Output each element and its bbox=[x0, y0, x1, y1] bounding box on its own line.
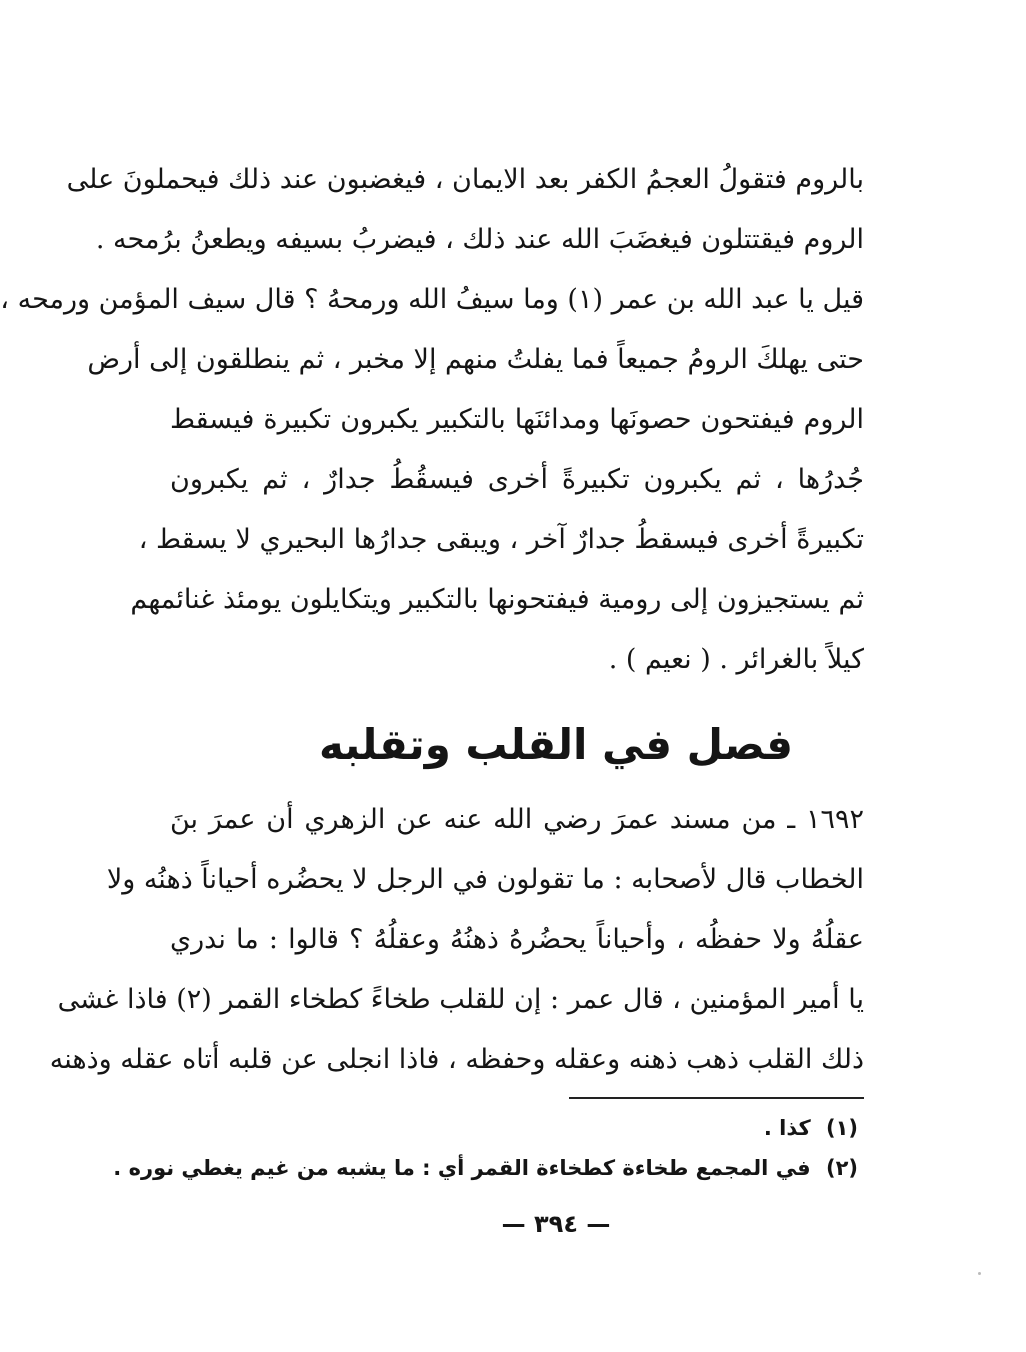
text-line: الروم فيفتحون حصونَها ومدائنَها بالتكبير يكبرون تكبيرة فيسقط bbox=[170, 404, 864, 435]
text-line: الروم فيقتتلون فيغضَبَ الله عند ذلك ، فيضربُ بسيفه ويطعنُ برُمحه . bbox=[95, 224, 864, 255]
text-line: بالروم فتقولُ العجمُ الكفر بعد الايمان ، فيغضبون عند ذلك فيحملونَ على bbox=[66, 164, 864, 195]
footnote-text: في المجمع طخاءة كطخاءة القمر أي : ما يشبه من غيم يغطي نوره . bbox=[113, 1156, 811, 1180]
text-line: يا أمير المؤمنين ، قال عمر : إن للقلب طخاءً كطخاء القمر (٢) فاذا غشى bbox=[57, 984, 864, 1015]
section-heading: فصل في القلب وتقلبه bbox=[318, 720, 794, 769]
footnote bbox=[168, 1108, 858, 1148]
footnote bbox=[113, 1148, 858, 1188]
paragraph-top bbox=[0, 150, 864, 690]
footnote-text: كذا . bbox=[763, 1116, 811, 1140]
text-line: تكبيرةً أخرى فيسقطُ جدارٌ آخر ، ويبقى جدارُها البحيري لا يسقط ، bbox=[138, 524, 864, 555]
text-line: ١٦٩٢ ـ من مسند عمرَ رضي الله عنه عن الزهري أن عمرَ بنَ bbox=[170, 804, 864, 835]
text-line: ثم يستجيزون إلى رومية فيفتحونها بالتكبير ويتكايلون يومئذ غنائمهم bbox=[130, 584, 864, 615]
text-line: الخطاب قال لأصحابه : ما تقولون في الرجل لا يحضُره أحياناً ذهنُه ولا bbox=[106, 864, 864, 895]
scan-speck bbox=[978, 1272, 981, 1275]
text-line: جُدرُها ، ثم يكبرون تكبيرةً أخرى فيسقُطُ جدارٌ ، ثم يكبرون bbox=[170, 464, 864, 495]
page-number: — ٣٩٤ — bbox=[501, 1210, 611, 1238]
text-line: عقلُهُ ولا حفظُه ، وأحياناً يحضُرهُ ذهنُهُ وعقلُهُ ؟ قالوا : ما ندري bbox=[170, 924, 864, 955]
footnotes bbox=[113, 1108, 858, 1188]
text-line: كيلاً بالغرائر . ( نعيم ) . bbox=[608, 644, 864, 675]
footnote-number: (١) bbox=[825, 1116, 858, 1140]
text-line: قيل يا عبد الله بن عمر (١) وما سيفُ الله ورمحهُ ؟ قال سيف المؤمن ورمحه ، bbox=[0, 284, 864, 315]
text-line: حتى يهلكَ الرومُ جميعاً فما يفلتُ منهم إلا مخبر ، ثم ينطلقون إلى أرض bbox=[87, 344, 864, 375]
footnote-number: (٢) bbox=[825, 1156, 858, 1180]
text-line: ذلك القلب ذهب ذهنه وعقله وحفظه ، فاذا انجلى عن قلبه أتاه عقله وذهنه bbox=[49, 1044, 864, 1075]
footnote-divider bbox=[569, 1097, 864, 1099]
paragraph-bottom bbox=[49, 790, 864, 1090]
